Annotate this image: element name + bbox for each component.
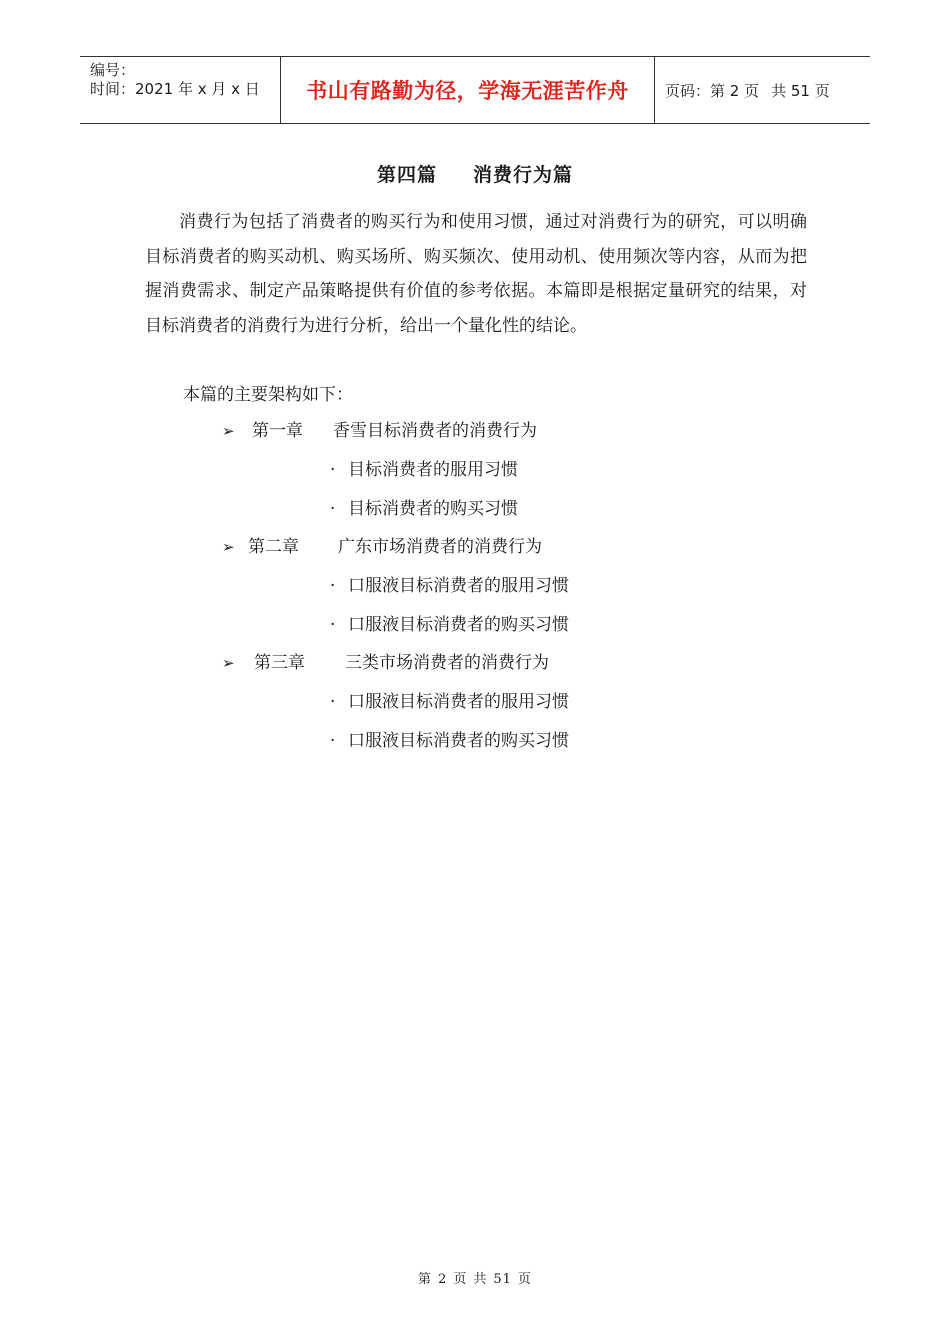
footer-total-unit: 页 bbox=[517, 1272, 532, 1287]
footer-total-number: 51 bbox=[493, 1272, 512, 1287]
list-item-text: 目标消费者的购买习惯 bbox=[348, 499, 518, 519]
date-label: 时间：2021 年 x 月 x 日 bbox=[90, 80, 260, 98]
chapter-row bbox=[222, 648, 549, 678]
footer-page-number: 2 bbox=[438, 1272, 448, 1287]
list-item: · 口服液目标消费者的购买习惯 bbox=[330, 615, 569, 635]
list-item-text: 口服液目标消费者的服用习惯 bbox=[348, 692, 569, 712]
page-label: 页码：第 2 页 bbox=[665, 81, 760, 100]
chapter-row bbox=[222, 532, 542, 562]
total-label: 共 51 页 bbox=[771, 81, 830, 100]
page-title bbox=[0, 160, 950, 187]
list-item: · 口服液目标消费者的购买习惯 bbox=[330, 731, 569, 751]
list-item: · 目标消费者的服用习惯 bbox=[330, 460, 518, 480]
arrow-bullet-icon: ➢ bbox=[222, 422, 235, 440]
header-motto-cell bbox=[281, 57, 655, 123]
chapter-title: 广东市场消费者的消费行为 bbox=[338, 537, 542, 557]
title-name: 消费行为篇 bbox=[473, 164, 574, 186]
list-item-text: 口服液目标消费者的服用习惯 bbox=[348, 576, 569, 596]
arrow-bullet-icon: ➢ bbox=[222, 538, 235, 556]
list-item: · 口服液目标消费者的服用习惯 bbox=[330, 576, 569, 596]
motto-text: 书山有路勤为径，学海无涯苦作舟 bbox=[306, 79, 629, 103]
chapter-row bbox=[222, 416, 537, 446]
header-page-cell bbox=[655, 57, 870, 123]
chapter-name: 第一章 bbox=[252, 421, 303, 441]
title-part: 第四篇 bbox=[376, 164, 437, 186]
page-footer bbox=[0, 1268, 950, 1287]
chapter-title: 三类市场消费者的消费行为 bbox=[345, 653, 549, 673]
header-info-cell bbox=[80, 57, 281, 123]
list-item: · 口服液目标消费者的服用习惯 bbox=[330, 692, 569, 712]
chapter-name: 第二章 bbox=[248, 537, 299, 557]
header-table bbox=[80, 56, 870, 124]
body-paragraph: 消费行为包括了消费者的购买行为和使用习惯，通过对消费行为的研究，可以明确目标消费者的购买动机、购买场所、购买频次、使用动机、使用频次等内容，从而为把握消费需求、制定产品策略提供有价值的参考依据。本篇即是根据定量研究的结果，对目标消费者的消费行为进行分析，给出一个量化性的结论。 bbox=[145, 212, 807, 336]
footer-page-prefix: 第 bbox=[418, 1272, 433, 1287]
list-item-text: 口服液目标消费者的购买习惯 bbox=[348, 731, 569, 751]
arrow-bullet-icon: ➢ bbox=[222, 654, 235, 672]
footer-total-prefix: 共 bbox=[473, 1272, 488, 1287]
list-item-text: 口服液目标消费者的购买习惯 bbox=[348, 615, 569, 635]
outline-intro: 本篇的主要架构如下： bbox=[183, 385, 353, 405]
chapter-name: 第三章 bbox=[254, 653, 305, 673]
footer-page-unit: 页 bbox=[453, 1272, 468, 1287]
serial-label: 编号： bbox=[90, 61, 136, 79]
list-item-text: 目标消费者的服用习惯 bbox=[348, 460, 518, 480]
chapter-title: 香雪目标消费者的消费行为 bbox=[333, 421, 537, 441]
list-item: · 目标消费者的购买习惯 bbox=[330, 499, 518, 519]
